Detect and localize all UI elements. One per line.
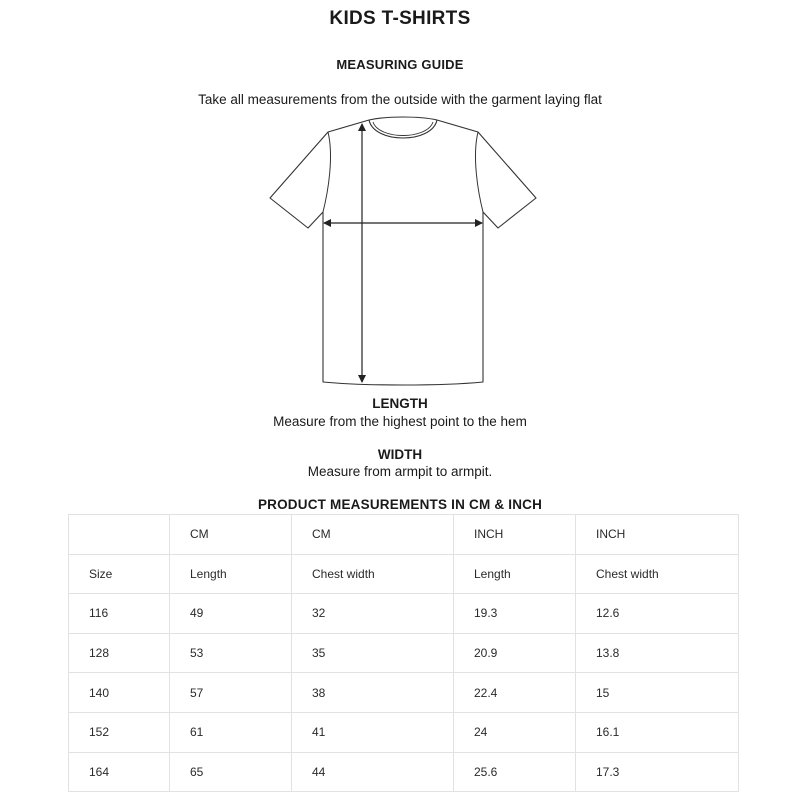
- table-row: [69, 673, 739, 713]
- table-cell: 49: [170, 594, 292, 634]
- width-description: Measure from armpit to armpit.: [307, 464, 493, 479]
- table-cell: 41: [292, 712, 454, 752]
- table-cell: 164: [69, 752, 170, 792]
- table-cell: 140: [69, 673, 170, 713]
- header-cell: Length: [454, 554, 576, 594]
- unit-cell: INCH: [576, 515, 739, 555]
- header-cell: Chest width: [292, 554, 454, 594]
- table-cell: 25.6: [454, 752, 576, 792]
- table-heading: PRODUCT MEASUREMENTS IN CM & INCH: [257, 497, 543, 512]
- tshirt-outline: [270, 117, 536, 385]
- table-cell: 16.1: [576, 712, 739, 752]
- header-row: [69, 554, 739, 594]
- table-cell: 57: [170, 673, 292, 713]
- table-cell: 65: [170, 752, 292, 792]
- table-cell: 20.9: [454, 633, 576, 673]
- table-cell: 17.3: [576, 752, 739, 792]
- table-cell: 44: [292, 752, 454, 792]
- table-cell: 13.8: [576, 633, 739, 673]
- tshirt-measurement-diagram-icon: [262, 112, 544, 394]
- measuring-instruction: Take all measurements from the outside with the garment laying flat: [198, 92, 602, 107]
- page-title: KIDS T-SHIRTS: [329, 8, 471, 29]
- header-cell: Chest width: [576, 554, 739, 594]
- table-cell: 61: [170, 712, 292, 752]
- header-cell: Length: [170, 554, 292, 594]
- table-row: [69, 633, 739, 673]
- table-cell: 15: [576, 673, 739, 713]
- length-label: LENGTH: [372, 396, 428, 411]
- length-description: Measure from the highest point to the hem: [273, 414, 527, 429]
- table-row: [69, 594, 739, 634]
- table-cell: 32: [292, 594, 454, 634]
- unit-cell: CM: [170, 515, 292, 555]
- table-cell: 12.6: [576, 594, 739, 634]
- table-cell: 22.4: [454, 673, 576, 713]
- width-label: WIDTH: [377, 447, 423, 462]
- table-row: [69, 752, 739, 792]
- unit-cell: CM: [292, 515, 454, 555]
- measurement-table: [68, 514, 739, 792]
- table-cell: 38: [292, 673, 454, 713]
- table-cell: 152: [69, 712, 170, 752]
- header-cell: Size: [69, 554, 170, 594]
- table-row: [69, 712, 739, 752]
- table-cell: 35: [292, 633, 454, 673]
- measuring-guide-heading: MEASURING GUIDE: [336, 57, 464, 72]
- table-cell: 116: [69, 594, 170, 634]
- table-cell: 128: [69, 633, 170, 673]
- table-cell: 53: [170, 633, 292, 673]
- table-cell: 19.3: [454, 594, 576, 634]
- table-cell: 24: [454, 712, 576, 752]
- unit-cell: [69, 515, 170, 555]
- unit-row: [69, 515, 739, 555]
- unit-cell: INCH: [454, 515, 576, 555]
